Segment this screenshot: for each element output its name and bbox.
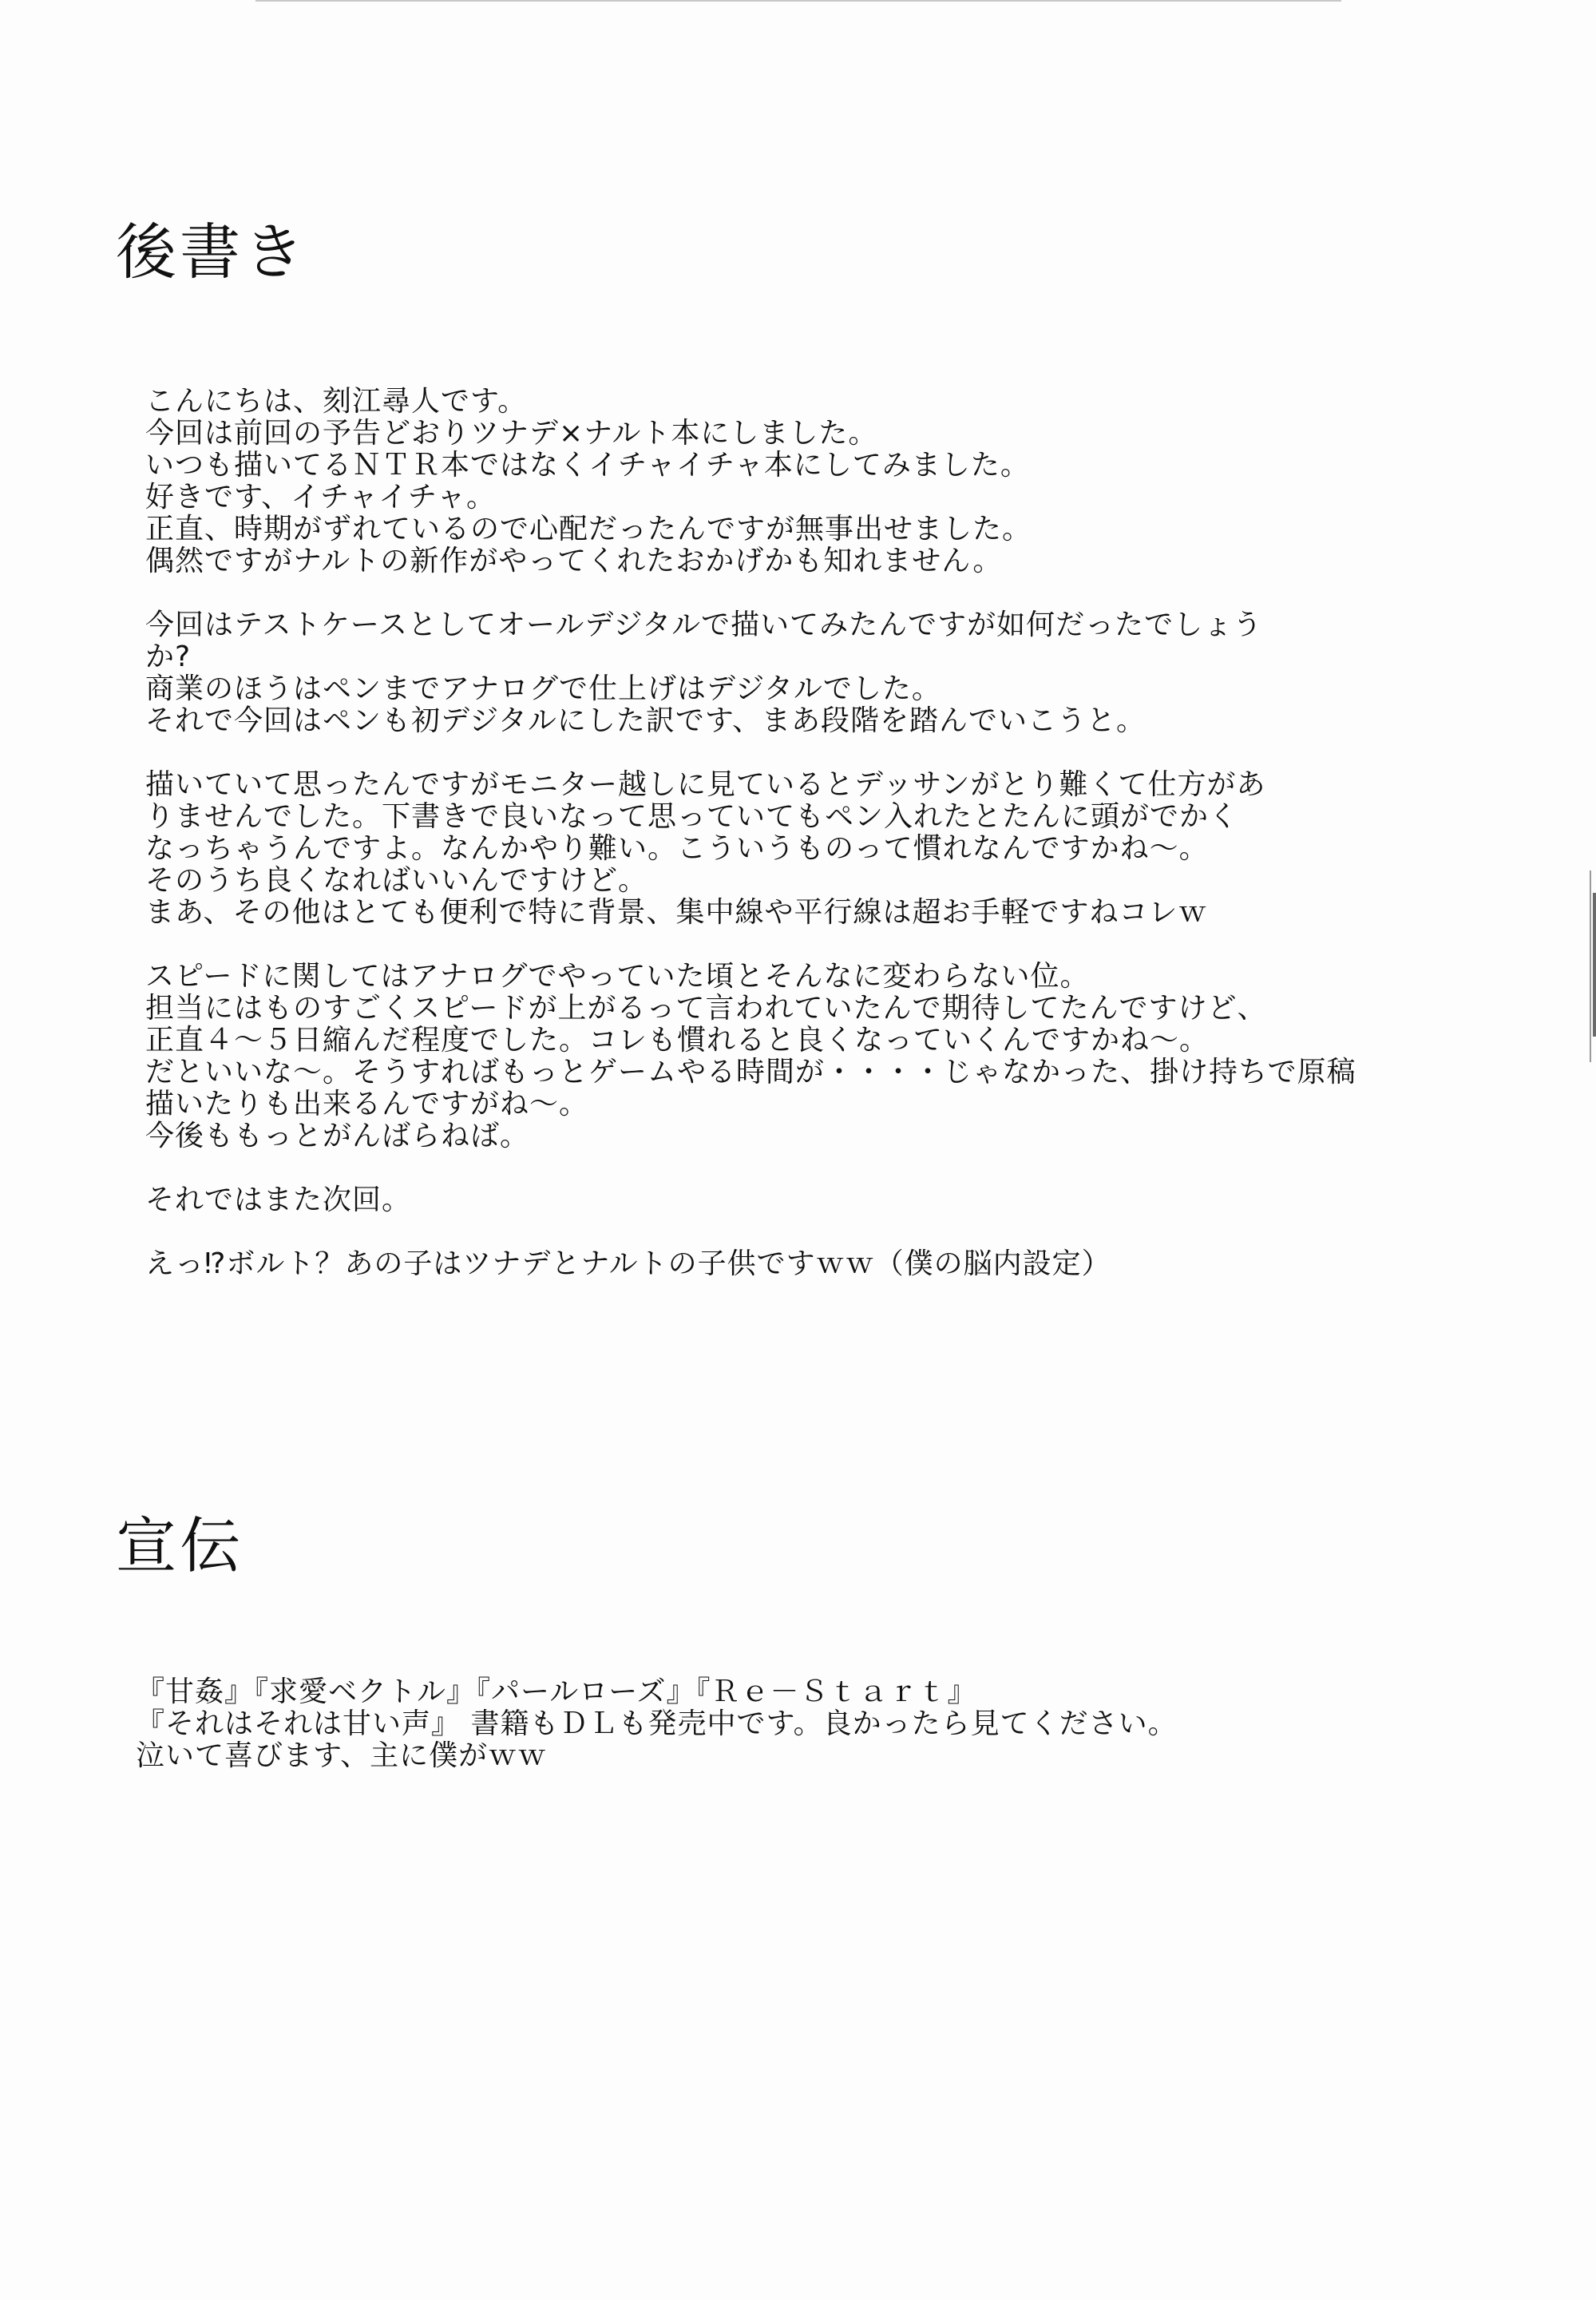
text-line: それではまた次回。 xyxy=(145,1184,412,1216)
afterword-body xyxy=(145,386,1356,1280)
afterword-paragraph-3 xyxy=(145,769,1356,929)
text-line: こんにちは、刻江尋人です。 xyxy=(145,385,528,418)
text-line: 商業のほうはペンまでアナログで仕上げはデジタルでした。 xyxy=(145,672,941,705)
text-line: まあ、その他はとても便利で特に背景、集中線や平行線は超お手軽ですねコレｗ xyxy=(145,896,1208,929)
text-line: それで今回はペンも初デジタルにした訳です、まあ段階を踏んでいこうと。 xyxy=(145,704,1146,737)
text-line: 描いたりも出来るんですがね～。 xyxy=(145,1088,589,1120)
text-line: りませんでした。下書きで良いなって思っていてもペン入れたとたんに頭がでかく xyxy=(145,800,1239,833)
text-line: 描いていて思ったんですがモニター越しに見ているとデッサンがとり難くて仕方があ xyxy=(145,768,1266,801)
text-line: スピードに関してはアナログでやっていた頃とそんなに変わらない位。 xyxy=(145,960,1090,993)
scan-edge-top xyxy=(255,0,1341,2)
promo-heading: 宣伝 xyxy=(116,1510,244,1581)
scan-edge-right-faint xyxy=(1590,870,1591,1062)
promo-body xyxy=(136,1676,1178,1772)
text-line: 担当にはものすごくスピードが上がるって言われていたんで期待してたんですけど、 xyxy=(145,992,1267,1025)
text-line: 好きです、イチャイチャ。 xyxy=(145,481,496,514)
afterword-paragraph-4 xyxy=(145,961,1356,1152)
text-line: 正直４～５日縮んだ程度でした。コレも慣れると良くなっていくんですかね～。 xyxy=(145,1024,1210,1057)
text-line: えっ⁉ボルト？あの子はツナデとナルトの子供ですｗｗ（僕の脳内設定） xyxy=(145,1247,1111,1280)
text-line: だといいな～。そうすればもっとゲームやる時間が・・・・じゃなかった、掛け持ちで原稿 xyxy=(145,1056,1356,1089)
text-line: 泣いて喜びます、主に僕がｗｗ xyxy=(136,1739,548,1772)
text-line: 今回はテストケースとしてオールデジタルで描いてみたんですが如何だったでしょう xyxy=(145,609,1263,641)
text-line: 正直、時期がずれているので心配だったんですが無事出せました。 xyxy=(145,513,1032,545)
text-line: そのうち良くなればいいんですけど。 xyxy=(145,864,648,897)
text-line: なっちゃうんですよ。なんかやり難い。こういうものって慣れなんですかね～。 xyxy=(145,832,1209,865)
scan-edge-right xyxy=(1593,893,1596,1037)
afterword-paragraph-2 xyxy=(145,609,1356,737)
text-line: いつも描いてるＮＴＲ本ではなくイチャイチャ本にしてみました。 xyxy=(145,449,1030,482)
text-line: 『甘姦』『求愛ベクトル』『パールローズ』『Ｒｅ－Ｓｔａｒｔ』 xyxy=(136,1675,977,1708)
afterword-heading: 後書き xyxy=(116,216,307,288)
afterword-paragraph-6 xyxy=(145,1248,1356,1280)
text-line: 今回は前回の予告どおりツナデ×ナルト本にしました。 xyxy=(145,417,878,450)
afterword-paragraph-1 xyxy=(145,386,1356,577)
text-line: か? xyxy=(145,640,192,673)
afterword-paragraph-5 xyxy=(145,1184,1356,1216)
text-line: 『それはそれは甘い声』 書籍もＤＬも発売中です。良かったら見てください。 xyxy=(136,1707,1178,1740)
text-line: 偶然ですがナルトの新作がやってくれたおかげかも知れません。 xyxy=(145,545,1003,577)
text-line: 今後ももっとがんばらねば。 xyxy=(145,1120,530,1152)
